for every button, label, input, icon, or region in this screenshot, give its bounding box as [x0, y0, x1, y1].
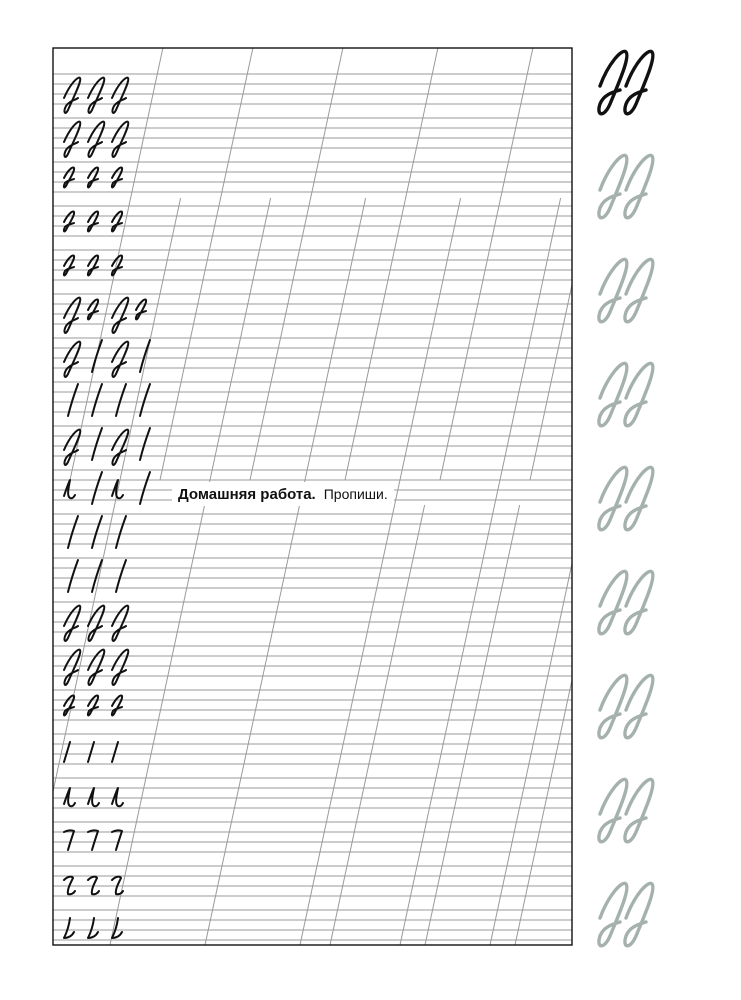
glyph-loop-full — [112, 606, 128, 641]
glyph-stem — [92, 340, 102, 372]
slant-line — [20, 198, 181, 945]
glyph-seven — [88, 830, 98, 850]
glyph-bottom — [64, 918, 74, 938]
glyph-stem — [68, 516, 78, 548]
glyph-stem — [92, 384, 102, 416]
sample-stroke — [599, 467, 627, 529]
glyph-loop-full — [112, 342, 128, 377]
sample-letter-light — [599, 675, 653, 737]
row-loop-small — [64, 167, 122, 187]
glyph-hook — [112, 788, 123, 806]
sample-stroke — [625, 883, 653, 945]
glyph-loop-full — [64, 430, 80, 465]
row-stems — [68, 384, 150, 416]
sample-stroke — [625, 51, 653, 113]
glyph-loop-full — [88, 606, 104, 641]
row-loop-small — [64, 255, 122, 275]
sample-letter-light — [599, 259, 653, 321]
sample-stroke — [625, 779, 653, 841]
glyph-loop-small — [88, 255, 98, 275]
glyph-loop-full — [88, 122, 104, 157]
glyph-stem — [140, 340, 150, 372]
glyph-loop-full — [64, 122, 80, 157]
glyph-stem — [140, 428, 150, 460]
slant-line — [205, 198, 366, 945]
glyph-curl — [88, 877, 99, 895]
row-loop-small — [64, 211, 122, 231]
glyph-loop-small — [64, 211, 74, 231]
glyph-loop-small — [88, 167, 98, 187]
sample-stroke — [599, 363, 627, 425]
glyph-loop-small — [136, 299, 146, 319]
glyph-hook — [88, 788, 99, 806]
glyph-loop-full — [64, 606, 80, 641]
glyph-loop-small — [112, 167, 122, 187]
glyph-slash — [88, 742, 94, 762]
glyph-stem — [92, 516, 102, 548]
slant-line — [400, 198, 561, 945]
sample-stroke — [625, 467, 653, 529]
slant-line — [425, 505, 520, 945]
glyph-bottom — [88, 918, 98, 938]
row-hook-stem — [64, 472, 150, 504]
slant-line — [300, 198, 461, 945]
glyph-seven — [112, 830, 122, 850]
glyph-curl — [64, 877, 75, 895]
sample-letter-light — [599, 571, 653, 633]
glyph-loop-small — [64, 255, 74, 275]
glyph-slash — [112, 742, 118, 762]
sample-stroke — [599, 571, 627, 633]
glyph-stem — [92, 428, 102, 460]
slant-line — [330, 505, 425, 945]
slant-line — [345, 48, 438, 480]
glyph-stem — [140, 472, 150, 504]
slant-line — [515, 505, 610, 945]
glyph-loop-full — [88, 78, 104, 113]
slant-line — [160, 48, 253, 480]
sample-stroke — [599, 675, 627, 737]
glyph-hook — [112, 480, 123, 498]
sample-stroke — [625, 363, 653, 425]
homework-title: Домашняя работа. — [178, 485, 316, 503]
glyph-slash — [64, 742, 70, 762]
glyph-loop-small — [112, 695, 122, 715]
row-loop-full — [64, 650, 128, 685]
row-loop-full — [64, 122, 128, 157]
glyph-stem — [140, 384, 150, 416]
slant-line — [110, 198, 271, 945]
glyph-loop-full — [112, 298, 128, 333]
sample-stroke — [599, 155, 627, 217]
glyph-loop-full — [112, 78, 128, 113]
sample-stroke — [625, 259, 653, 321]
sample-letter-light — [599, 467, 653, 529]
sample-letter-light — [599, 779, 653, 841]
glyph-stem — [116, 384, 126, 416]
glyph-loop-full — [64, 298, 80, 333]
practice-glyphs — [64, 78, 150, 938]
row-hooks — [64, 788, 123, 806]
glyph-loop-small — [64, 167, 74, 187]
glyph-loop-full — [112, 122, 128, 157]
glyph-loop-small — [112, 255, 122, 275]
glyph-stem — [116, 560, 126, 592]
row-sevens — [64, 830, 122, 850]
row-loop-full — [64, 606, 128, 641]
row-curl-hooks — [64, 877, 123, 895]
sample-stroke — [599, 883, 627, 945]
glyph-curl — [112, 877, 123, 895]
glyph-loop-full — [64, 650, 80, 685]
glyph-hook — [64, 480, 75, 498]
homework-task: Пропиши. — [323, 486, 388, 502]
glyph-stem — [68, 384, 78, 416]
homework-label — [172, 482, 394, 506]
sample-stroke — [599, 259, 627, 321]
glyph-loop-small — [88, 299, 98, 319]
sample-stroke — [599, 51, 627, 113]
glyph-seven — [64, 830, 74, 850]
glyph-loop-full — [112, 650, 128, 685]
glyph-loop-small — [88, 211, 98, 231]
sample-letter-light — [599, 363, 653, 425]
glyph-loop-full — [88, 650, 104, 685]
glyph-loop-small — [88, 695, 98, 715]
sample-letter-dark — [599, 51, 653, 113]
row-stems — [68, 516, 126, 548]
row-slashes — [64, 742, 118, 762]
sample-stroke — [625, 155, 653, 217]
sample-letter-light — [599, 883, 653, 945]
sample-letters — [599, 51, 653, 945]
row-loop-full — [64, 78, 128, 113]
glyph-loop-full — [64, 342, 80, 377]
glyph-loop-full — [112, 430, 128, 465]
glyph-stem — [116, 516, 126, 548]
glyph-stem — [92, 472, 102, 504]
glyph-loop-small — [112, 211, 122, 231]
slant-line — [440, 48, 533, 480]
sample-stroke — [599, 779, 627, 841]
sample-stroke — [625, 571, 653, 633]
glyph-loop-full — [64, 78, 80, 113]
slant-line — [250, 48, 343, 480]
glyph-hook — [64, 788, 75, 806]
glyph-stem — [68, 560, 78, 592]
sample-stroke — [625, 675, 653, 737]
sample-letter-light — [599, 155, 653, 217]
